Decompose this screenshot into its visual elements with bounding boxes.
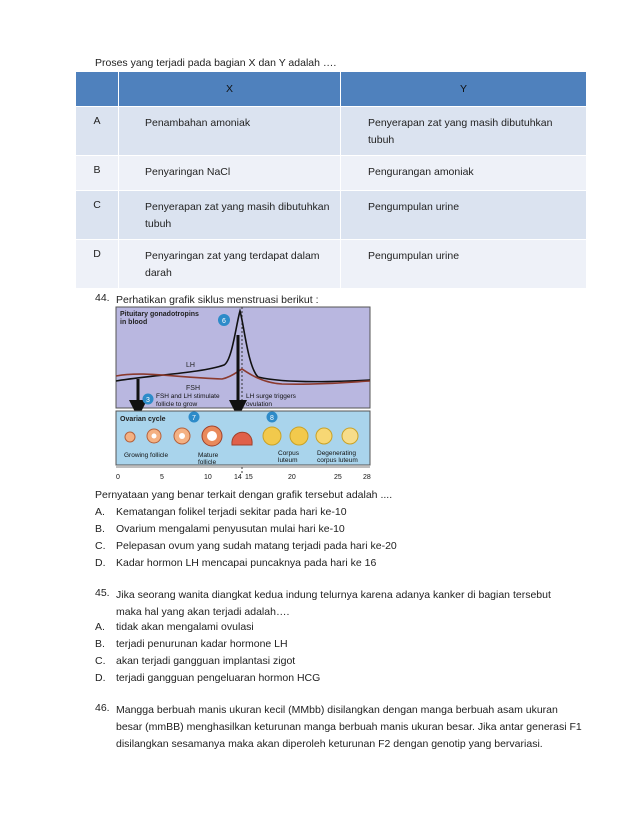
option-letter: D. (95, 557, 106, 569)
row-x (119, 240, 340, 288)
follicle-icon (152, 434, 157, 439)
option-text: Pelepasan ovum yang sudah matang terjadi pada hari ke-20 (116, 540, 397, 552)
follicle-icon (125, 432, 135, 442)
option-text: Ovarium mengalami penyusutan mulai hari ke-10 (116, 523, 345, 535)
option-letter: A. (95, 621, 105, 633)
option-text: akan terjadi gangguan implantasi zigot (116, 655, 296, 667)
question-number: 46. (95, 702, 110, 714)
menstrual-cycle-figure (112, 305, 374, 483)
option-letter: C. (95, 655, 106, 667)
corpus-label: Corpus (278, 450, 299, 457)
corpus-luteum-icon (290, 427, 308, 445)
question-number: 45. (95, 587, 110, 599)
mature-follicle-icon (207, 431, 217, 441)
option-text: tidak akan mengalami ovulasi (116, 621, 254, 633)
day-label: 5 (160, 474, 164, 481)
question-text: Jika seorang wanita diangkat kedua indung telurnya karena adanya kanker di bagian tersebut (116, 589, 551, 601)
row-y: Pengurangan amoniak (368, 166, 474, 178)
option-letter: C. (95, 540, 106, 552)
day-label: 28 (363, 474, 371, 481)
corpus-label: luteum (278, 457, 298, 464)
table-header-blank (76, 72, 119, 107)
mature-label: Mature (198, 452, 219, 459)
table-row (76, 191, 587, 240)
row-x-line: Penyaringan zat yang terdapat dalam (145, 250, 320, 262)
option-letter: B. (95, 638, 105, 650)
row-letter: C (93, 199, 101, 211)
question-text: maka hal yang akan terjadi adalah…. (116, 606, 290, 618)
degenerating-label: corpus luteum (317, 457, 358, 464)
option-text: terjadi penurunan kadar hormone LH (116, 638, 288, 650)
table-header-x: X (119, 72, 341, 107)
question-text: besar (mmBB) menghasilkan keturunan manga berbuah manis ukuran besar. Jika antar generasi F1 (116, 721, 582, 733)
corpus-luteum-icon (263, 427, 281, 445)
fsh-note: follicle to grow (156, 401, 198, 408)
row-letter: D (93, 248, 101, 260)
question-intro: Proses yang terjadi pada bagian X dan Y adalah …. (95, 57, 337, 69)
badge-6-text: 6 (222, 318, 226, 325)
badge-7-text: 7 (192, 415, 196, 422)
pituitary-label: Pituitary gonadotropins (120, 311, 199, 318)
question-text: Mangga berbuah manis ukuran kecil (MMbb) disilangkan dengan manga berbuah asam ukuran (116, 704, 558, 716)
row-x (119, 191, 340, 239)
row-letter: A (93, 115, 101, 127)
row-y: Pengumpulan urine (368, 250, 460, 262)
day-label: 14 (234, 474, 242, 481)
fsh-label: FSH (186, 385, 200, 392)
question-number: 44. (95, 292, 110, 304)
growing-label: Growing follicle (124, 452, 169, 459)
table-header-y: Y (341, 72, 587, 107)
table-row (76, 156, 587, 191)
option-text: terjadi gangguan pengeluaran hormon HCG (116, 672, 321, 684)
day-label: 0 (116, 474, 120, 481)
badge-3-text: 3 (146, 397, 150, 404)
row-y: Penyerapan zat yang masih dibutuhkan tubuh (368, 117, 553, 146)
option-letter: B. (95, 523, 105, 535)
degenerating-icon (342, 428, 358, 444)
lh-note: LH surge triggers (246, 393, 296, 400)
row-x-line: darah (145, 267, 172, 279)
mature-label: follicle (198, 459, 217, 466)
row-x-line: tubuh (145, 218, 172, 230)
ovarian-label: Ovarian cycle (120, 416, 166, 423)
row-letter: B (93, 164, 101, 176)
question-stem: Pernyataan yang benar terkait dengan grafik tersebut adalah .... (95, 489, 393, 501)
day-label: 15 (245, 474, 253, 481)
option-letter: D. (95, 672, 106, 684)
day-label: 20 (288, 474, 296, 481)
pituitary-label: in blood (120, 319, 148, 326)
option-text: Kematangan folikel terjadi sekitar pada hari ke-10 (116, 506, 347, 518)
row-x: Penambahan amoniak (145, 117, 251, 129)
row-x-line: Penyerapan zat yang masih dibutuhkan (145, 201, 330, 213)
table-row (76, 240, 587, 289)
table-header-row (76, 72, 587, 107)
question-text: Perhatikan grafik siklus menstruasi berikut : (116, 294, 319, 306)
follicle-icon (179, 433, 185, 439)
day-label: 10 (204, 474, 212, 481)
question-text: disilangkan sesamanya maka akan diperoleh keturunan F2 dengan genotip yang bervariasi. (116, 738, 543, 750)
option-letter: A. (95, 506, 105, 518)
option-text: Kadar hormon LH mencapai puncaknya pada hari ke 16 (116, 557, 377, 569)
row-y: Pengumpulan urine (368, 201, 460, 213)
lh-label: LH (186, 362, 195, 369)
degenerating-label: Degenerating (317, 450, 357, 457)
lh-note: ovulation (246, 401, 273, 408)
answer-table (75, 71, 587, 289)
day-label: 25 (334, 474, 342, 481)
table-row (76, 107, 587, 156)
badge-8-text: 8 (270, 415, 274, 422)
fsh-note: FSH and LH stimulate (156, 393, 220, 400)
row-x: Penyaringan NaCl (145, 166, 231, 178)
corpus-luteum-icon (316, 428, 332, 444)
